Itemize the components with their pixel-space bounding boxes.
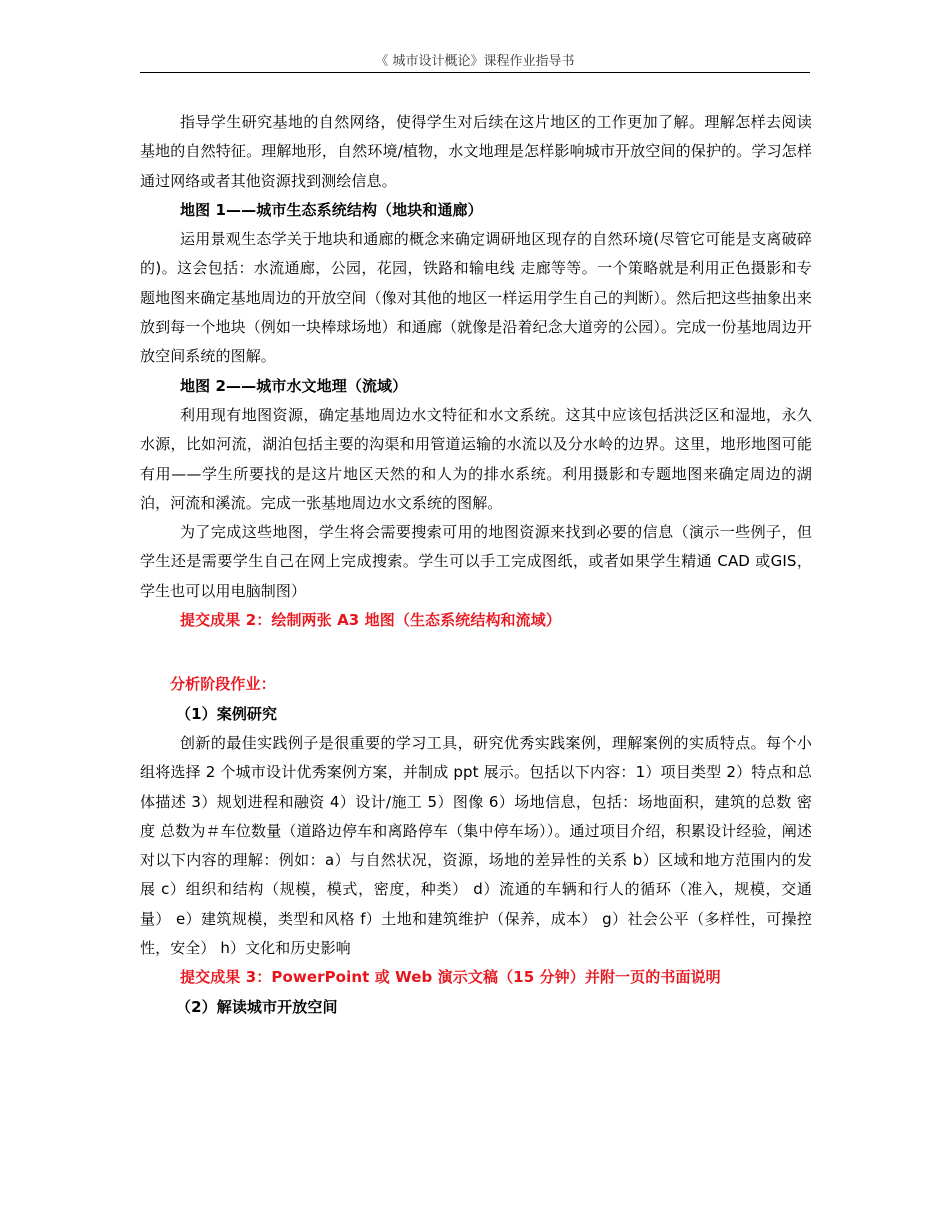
open-space-heading: （2）解读城市开放空间 (176, 997, 338, 1016)
spacer (140, 635, 812, 670)
document-body (140, 108, 812, 1022)
map2-paragraph: 利用现有地图资源，确定基地周边水文特征和水文系统。这其中应该包括洪泛区和湿地，永久水源，比如河流，湖泊包括主要的沟渠和用管道运输的水流以及分水岭的边界。这里，地形地图可能有用——学生所要找的是这片地区天然的和人为的排水系统。利用摄影和专题地图来确定周边的湖泊，河流和溪流。完成一张基地周边水文系统的图解。 (140, 405, 812, 512)
map1-heading: 地图 1——城市生态系统结构（地块和通廊） (180, 200, 483, 219)
submission-2: 提交成果 2：绘制两张 A3 地图（生态系统结构和流域） (180, 611, 561, 630)
header-divider (140, 72, 810, 73)
search-paragraph: 为了完成这些地图，学生将会需要搜索可用的地图资源来找到必要的信息（演示一些例子，但学生还是需要学生自己在网上完成搜索。学生可以手工完成图纸，或者如果学生精通 CAD 或GIS，学生也可以用电脑制图） (140, 523, 812, 600)
case-study-paragraph: 创新的最佳实践例子是很重要的学习工具，研究优秀实践案例，理解案例的实质特点。每个小组将选择 2 个城市设计优秀案例方案，并制成 ppt 展示。包括以下内容：1）项目类型 2）特点和总体描述 3）规划进程和融资 4）设计/施工 5）图像 6）场地信息，包括：场地面积，建筑的总数 密度 总数为＃车位数量（道路边停车和离路停车（集中停车场））。通过项目介绍，积累设计经验，阐述对以下内容的理解：例如：a）与自然状况，资源，场地的差异性的关系 b）区域和地方范围内的发展 c）组织和结构（规模，模式，密度，种类） d）流通的车辆和行人的循环（准入，规模，交通量） e）建筑规模，类型和风格 f）土地和建筑维护（保养，成本） g）社会公平（多样性，可操控性，安全） h）文化和历史影响 (140, 733, 812, 958)
page-header: 《 城市设计概论》课程作业指导书 (375, 54, 575, 69)
analysis-heading: 分析阶段作业： (170, 675, 276, 694)
map1-paragraph: 运用景观生态学关于地块和通廊的概念来确定调研地区现存的自然环境(尽管它可能是支离破碎的)。这会包括：水流通廊，公园，花园，铁路和输电线 走廊等等。一个策略就是利用正色摄影和专题地图来确定基地周边的开放空间（像对其他的地区一样运用学生自己的判断）。然后把这些抽象出来放到每一个地块（例如一块棒球场地）和通廊（就像是沿着纪念大道旁的公园）。完成一份基地周边开放空间系统的图解。 (140, 230, 813, 366)
intro-paragraph: 指导学生研究基地的自然网络，使得学生对后续在这片地区的工作更加了解。理解怎样去阅读基地的自然特征。理解地形，自然环境/植物，水文地理是怎样影响城市开放空间的保护的。学习怎样通过网络或者其他资源找到测绘信息。 (140, 113, 812, 190)
case-study-heading: （1）案例研究 (176, 704, 278, 723)
map2-heading: 地图 2——城市水文地理（流域） (180, 376, 408, 395)
submission-3: 提交成果 3：PowerPoint 或 Web 演示文稿（15 分钟）并附一页的书面说明 (180, 968, 721, 987)
